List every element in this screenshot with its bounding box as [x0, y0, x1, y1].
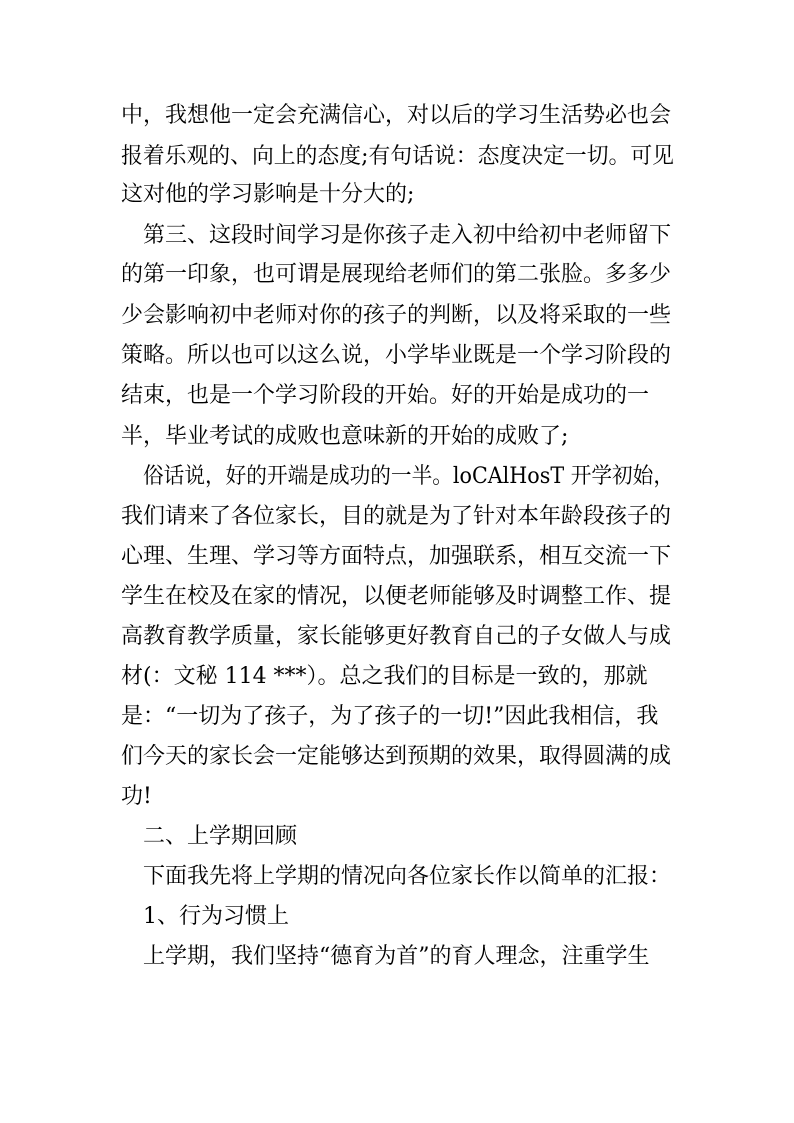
text-line-content: 半，毕业考试的成败也意味新的开始的成败了;	[121, 424, 569, 449]
text-line-content: 功!	[121, 784, 152, 809]
subsection-heading	[0, 897, 794, 937]
text-line-content: 们今天的家长会一定能够达到预期的效果，取得圆满的成	[121, 744, 672, 769]
text-line	[0, 376, 794, 416]
text-line-content: 结束，也是一个学习阶段的开始。好的开始是成功的一	[121, 383, 650, 408]
text-line-content: 中，我想他一定会充满信心，对以后的学习生活势必也会	[121, 103, 672, 128]
text-line-content: 俗话说，好的开端是成功的一半。loCAlHosT 开学初始，	[143, 464, 675, 489]
section-heading	[0, 817, 794, 857]
text-line	[0, 937, 794, 977]
text-line	[0, 175, 794, 215]
text-line	[0, 137, 794, 177]
text-line-content: 上学期，我们坚持“德育为首”的育人理念，注重学生	[143, 944, 650, 969]
text-line	[0, 697, 794, 737]
text-line	[0, 255, 794, 295]
text-line	[0, 537, 794, 577]
text-line-content: 报着乐观的、向上的态度;有句话说：态度决定一切。可见	[121, 144, 675, 169]
text-line-content: 下面我先将上学期的情况向各位家长作以简单的汇报：	[143, 864, 672, 889]
text-line	[0, 657, 794, 697]
text-line	[0, 417, 794, 457]
text-line-content: 材(：文秘 114 ***）。总之我们的目标是一致的，那就	[121, 664, 648, 689]
text-line-content: 高教育教学质量，家长能够更好教育自己的子女做人与成	[121, 624, 672, 649]
text-line-content: 心理、生理、学习等方面特点，加强联系，相互交流一下	[121, 544, 672, 569]
text-line	[0, 96, 794, 136]
text-line	[0, 296, 794, 336]
text-line	[0, 737, 794, 777]
text-line	[0, 497, 794, 537]
text-line-content: 是：“一切为了孩子，为了孩子的一切!”因此我相信，我	[121, 704, 659, 729]
text-line	[0, 336, 794, 376]
text-line-content: 策略。所以也可以这么说，小学毕业既是一个学习阶段的	[121, 343, 672, 368]
text-line	[0, 457, 794, 497]
subsection-heading-text: 1、行为习惯上	[143, 904, 289, 929]
text-line	[0, 857, 794, 897]
text-line	[0, 617, 794, 657]
text-line	[0, 577, 794, 617]
text-line	[0, 777, 794, 817]
text-line-content: 的第一印象，也可谓是展现给老师们的第二张脸。多多少	[121, 262, 672, 287]
text-line-content: 少会影响初中老师对你的孩子的判断，以及将采取的一些	[121, 303, 672, 328]
text-line-content: 学生在校及在家的情况，以便老师能够及时调整工作、提	[121, 584, 672, 609]
section-heading-text: 二、上学期回顾	[143, 824, 298, 849]
text-line-content: 这对他的学习影响是十分大的;	[121, 182, 415, 207]
text-line-content: 我们请来了各位家长，目的就是为了针对本年龄段孩子的	[121, 504, 672, 529]
text-line	[0, 216, 794, 256]
text-line-content: 第三、这段时间学习是你孩子走入初中给初中老师留下	[143, 223, 672, 248]
